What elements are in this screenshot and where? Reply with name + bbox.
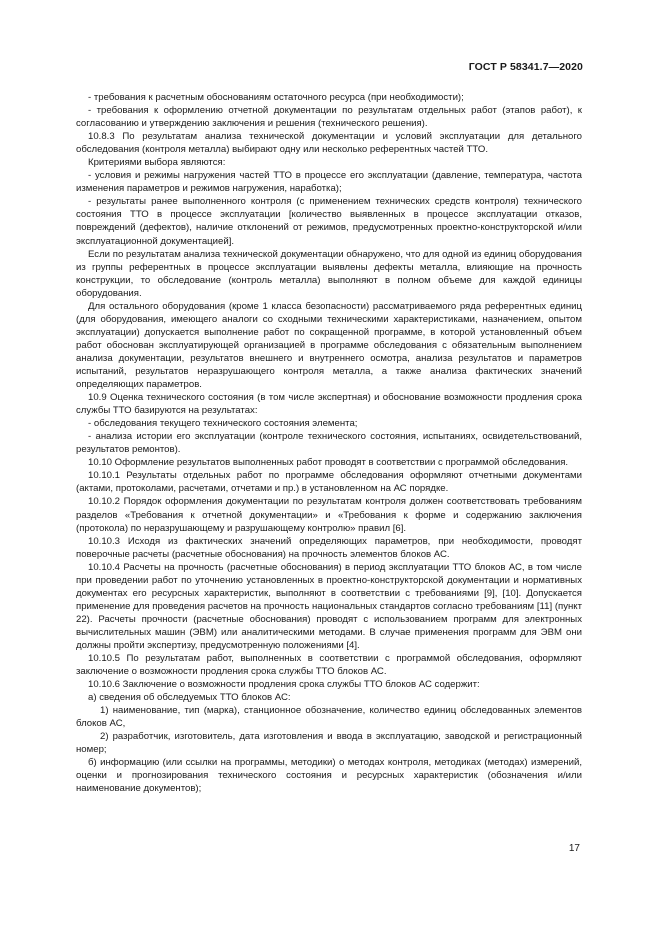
body-paragraph: б) информацию (или ссылки на программы, методики) о методах контроля, методиках (методах) измерений, оценки и прогнозирования технического состояния и ресурсных характеристик (обозначения и/или наименование документов);: [76, 757, 582, 795]
body-paragraph: - анализа истории его эксплуатации (контроле технического состояния, испытаниях, освидетельствований, результатов ремонтов).: [76, 431, 582, 456]
body-paragraph: 10.10.3 Исходя из фактических значений определяющих параметров, при необходимости, проводят поверочные расчеты (расчетные обоснования) на прочность элементов блоков АС.: [76, 535, 582, 560]
body-paragraph: 2) разработчик, изготовитель, дата изготовления и ввода в эксплуатацию, заводской и регистрационный номер;: [76, 731, 582, 756]
page-number: 17: [568, 843, 580, 854]
body-paragraph: 10.8.3 По результатам анализа технической документации и условий эксплуатации для детального обследования (контроля металла) выбирают одну или несколько референтных частей ТТО.: [76, 131, 582, 156]
body-paragraph: - требования к оформлению отчетной документации по результатам отдельных работ (этапов работ), к согласованию и утверждению заключения и решения (технического решения).: [76, 105, 582, 130]
body-paragraph: 10.10.1 Результаты отдельных работ по программе обследования оформляют отчетными документами (актами, протоколами, расчетами, отчетами и пр.) в установленном на АС порядке.: [76, 470, 582, 495]
body-paragraph: Для остального оборудования (кроме 1 класса безопасности) рассматриваемого ряда референтных единиц (для оборудования, имеющего аналоги со сходными техническими характеристиками, назначением, опытом эксплуатации) допускается выполнение работ по сокращенной программе, в которой установленный объем работ обоснован эксплуатирующей организацией в программе обследования с обязательным выполнением анализа документации, результатов внешнего и внутреннего осмотра, анализа результатов и параметров испытаний, результатов неразрушающего контроля металла, а также анализа фактических значений определяющих параметров.: [76, 300, 582, 391]
body-paragraph: Если по результатам анализа технической документации обнаружено, что для одной из единиц оборудования из группы референтных в процессе эксплуатации выявлены дефекты металла, влияющие на прочность конструкции, то обследование (контроль металла) выполняют в полном объеме для каждой единицы оборудования.: [76, 248, 582, 299]
body-paragraph: 10.9 Оценка технического состояния (в том числе экспертная) и обоснование возможности продления срока службы ТТО базируются на результатах:: [76, 392, 582, 417]
body-paragraph: 10.10.4 Расчеты на прочность (расчетные обоснования) в период эксплуатации ТТО блоков АС, в том числе при проведении работ по уточнению установленных в проектно-конструкторской документации и нормативных документах его ресурсных характеристик, выполняют в соответствии с требованиями [9], [10]. Допускается применение для проведения расчетов на прочность национальных стандартов согласно требованиям [11] (пункт 22). Расчеты прочности (расчетные обоснования) проводят с использованием программ для электронных вычислительных машин (ЭВМ) или аналитическими методами. В случае применения программ для ЭВМ они должны пройти экспертизу, предусмотренную положениями [4].: [76, 561, 582, 651]
document-body: [76, 91, 582, 796]
body-paragraph: 10.10.5 По результатам работ, выполненных в соответствии с программой обследования, оформляют заключение о возможности продления срока службы ТТО блоков АС.: [76, 653, 582, 678]
body-paragraph: - результаты ранее выполненного контроля (с применением технических средств контроля) технического состояния ТТО в процессе эксплуатации [количество выявленных в процессе эксплуатации отказов, повреждений (дефектов), наличие отклонений от режимов, предусмотренных проектно-конструкторской и/или эксплуатационной документацией].: [76, 196, 582, 247]
body-paragraph: Критериями выбора являются:: [88, 157, 226, 169]
body-paragraph: 10.10.2 Порядок оформления документации по результатам контроля должен соответствовать требованиям разделов «Требования к отчетной документации» и «Требования к форме и содержанию заключения (протокола) по неразрушающему и разрушающему контролю» правил [6].: [76, 496, 582, 534]
body-paragraph: - условия и режимы нагружения частей ТТО в процессе его эксплуатации (давление, температура, частота изменения параметров и режимов нагружения, наработка);: [76, 170, 582, 195]
body-paragraph: - обследования текущего технического состояния элемента;: [88, 418, 358, 430]
body-paragraph: 1) наименование, тип (марка), станционное обозначение, количество единиц обследованных элементов блоков АС,: [76, 705, 582, 730]
body-paragraph: - требования к расчетным обоснованиям остаточного ресурса (при необходимости);: [88, 92, 464, 103]
body-paragraph: 10.10 Оформление результатов выполненных работ проводят в соответствии с программой обследования.: [88, 457, 569, 469]
body-paragraph: а) сведения об обследуемых ТТО блоков АС:: [88, 692, 291, 704]
body-paragraph: 10.10.6 Заключение о возможности продления срока службы ТТО блоков АС содержит:: [88, 679, 480, 691]
standard-code-header: ГОСТ Р 58341.7—2020: [468, 61, 583, 73]
